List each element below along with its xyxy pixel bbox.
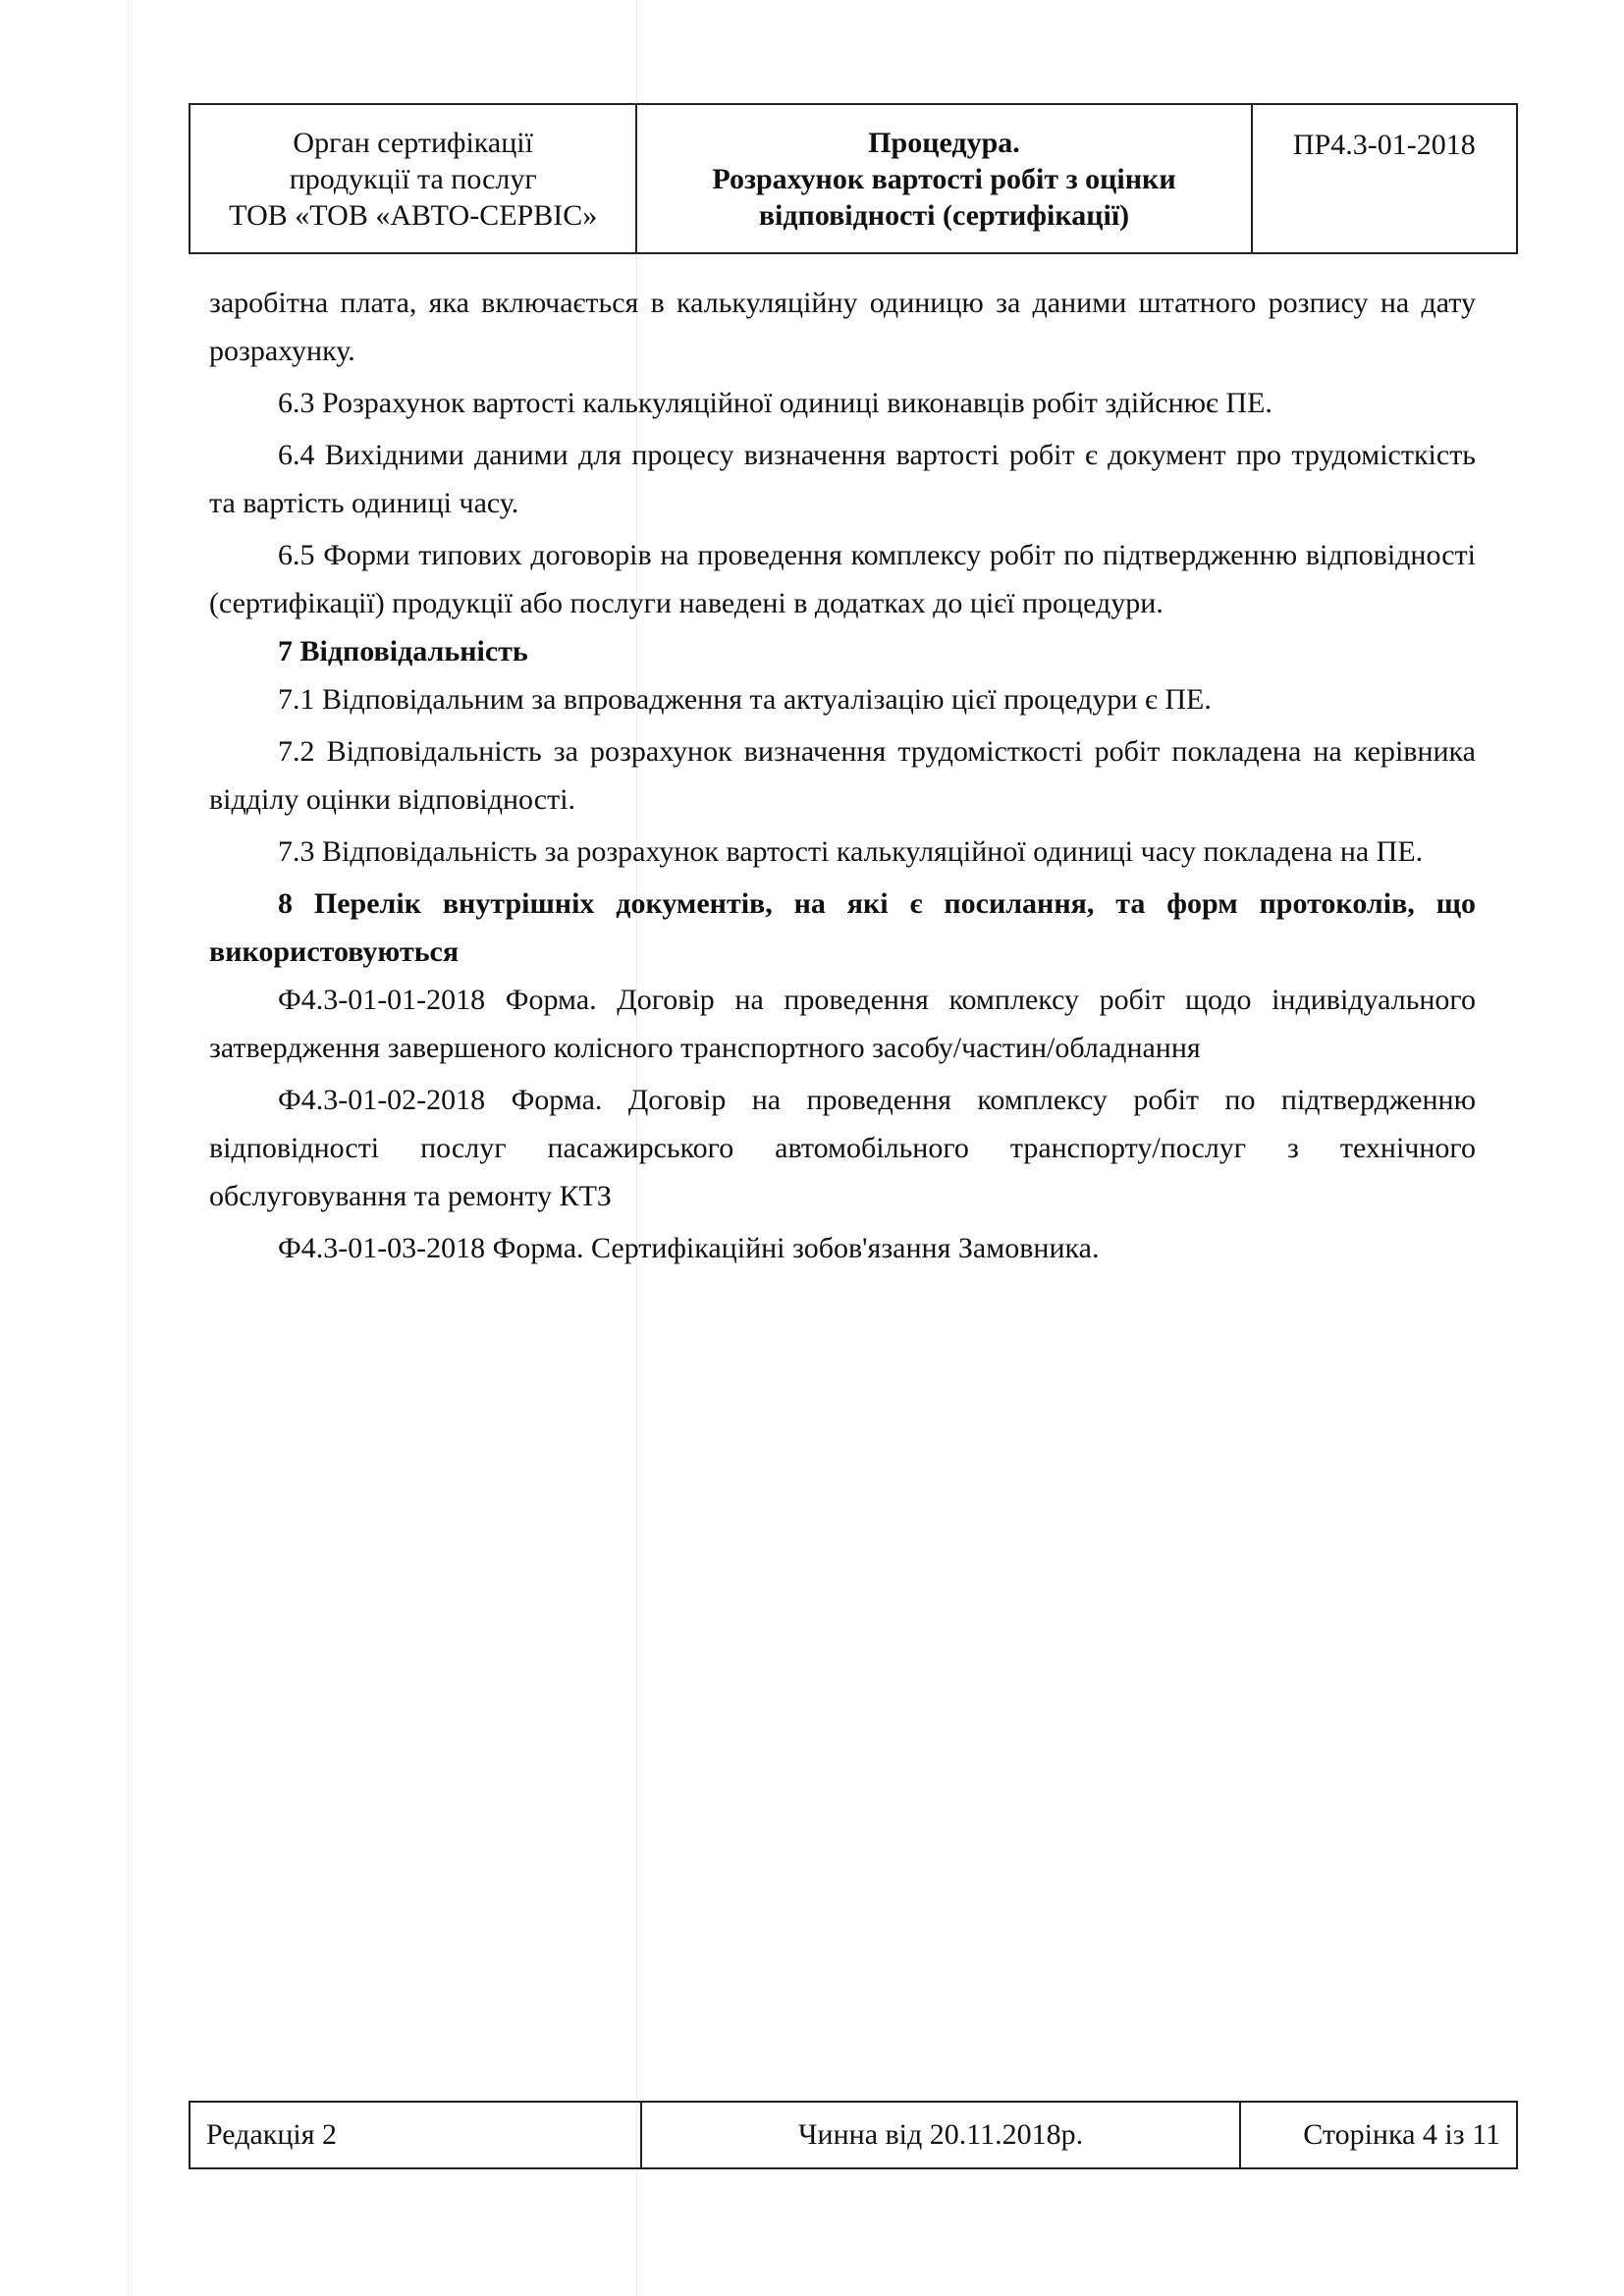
paragraph-7-2: 7.2 Відповідальність за розрахунок визначення трудомісткості робіт покладена на керівника відділу оцінки відповідності. (209, 735, 1476, 816)
form-reference-03: Ф4.3-01-03-2018 Форма. Сертифікаційні зобов'язання Замовника. (278, 1232, 1100, 1264)
paragraph-continuation: заробітна плата, яка включається в калькуляційну одиницю за даними штатного розпису на дату розрахунку. (209, 287, 1476, 367)
footer-page-number: Сторінка 4 із 11 (1240, 2102, 1517, 2168)
paragraph-7-3: 7.3 Відповідальність за розрахунок вартості калькуляційної одиниці часу покладена на ПЕ. (278, 835, 1424, 868)
title-line-1: Процедура. (868, 126, 1020, 159)
header-doc-code: ПР4.3-01-2018 (1252, 104, 1517, 253)
footer-table (189, 2101, 1518, 2169)
org-line-1: Орган сертифікації (293, 126, 533, 159)
footer-effective-date: Чинна від 20.11.2018р. (641, 2102, 1241, 2168)
paragraph-7-1: 7.1 Відповідальним за впровадження та актуалізацію цієї процедури є ПЕ. (278, 683, 1212, 716)
section-7-heading: 7 Відповідальність (278, 635, 528, 667)
paragraph-6-4: 6.4 Вихідними даними для процесу визначення вартості робіт є документ про трудомісткість та вартість одиниці часу. (209, 439, 1476, 519)
header-title (636, 104, 1251, 253)
org-line-2: продукції та послуг (289, 162, 537, 195)
title-line-2: Розрахунок вартості робіт з оцінки (712, 162, 1176, 195)
form-reference-02: Ф4.3-01-02-2018 Форма. Договір на проведення комплексу робіт по підтвердженню відповідності послуг пасажирського автомобільного транспорту/послуг з технічного обслуговування та ремонту КТЗ (209, 1084, 1476, 1212)
header-table (189, 103, 1518, 254)
header-organization (189, 104, 636, 253)
paragraph-6-3: 6.3 Розрахунок вартості калькуляційної одиниці виконавців робіт здійснює ПЕ. (278, 387, 1272, 419)
paragraph-6-5: 6.5 Форми типових договорів на проведення комплексу робіт по підтвердженню відповідності (сертифікації) продукції або послуги наведені в додатках до цієї процедури. (209, 539, 1476, 619)
footer-edition: Редакція 2 (189, 2102, 641, 2168)
section-8-heading: 8 Перелік внутрішніх документів, на які є посилання, та форм протоколів, що використовуються (209, 887, 1476, 968)
body-text (209, 279, 1476, 1272)
org-line-3: ТОВ «ТОВ «АВТО-СЕРВІС» (229, 198, 598, 232)
title-line-3: відповідності (сертифікації) (758, 198, 1130, 232)
form-reference-01: Ф4.3-01-01-2018 Форма. Договір на проведення комплексу робіт щодо індивідуального затвердження завершеного колісного транспортного засобу/частин/обладнання (209, 984, 1476, 1064)
scan-edge-line (128, 0, 129, 2296)
